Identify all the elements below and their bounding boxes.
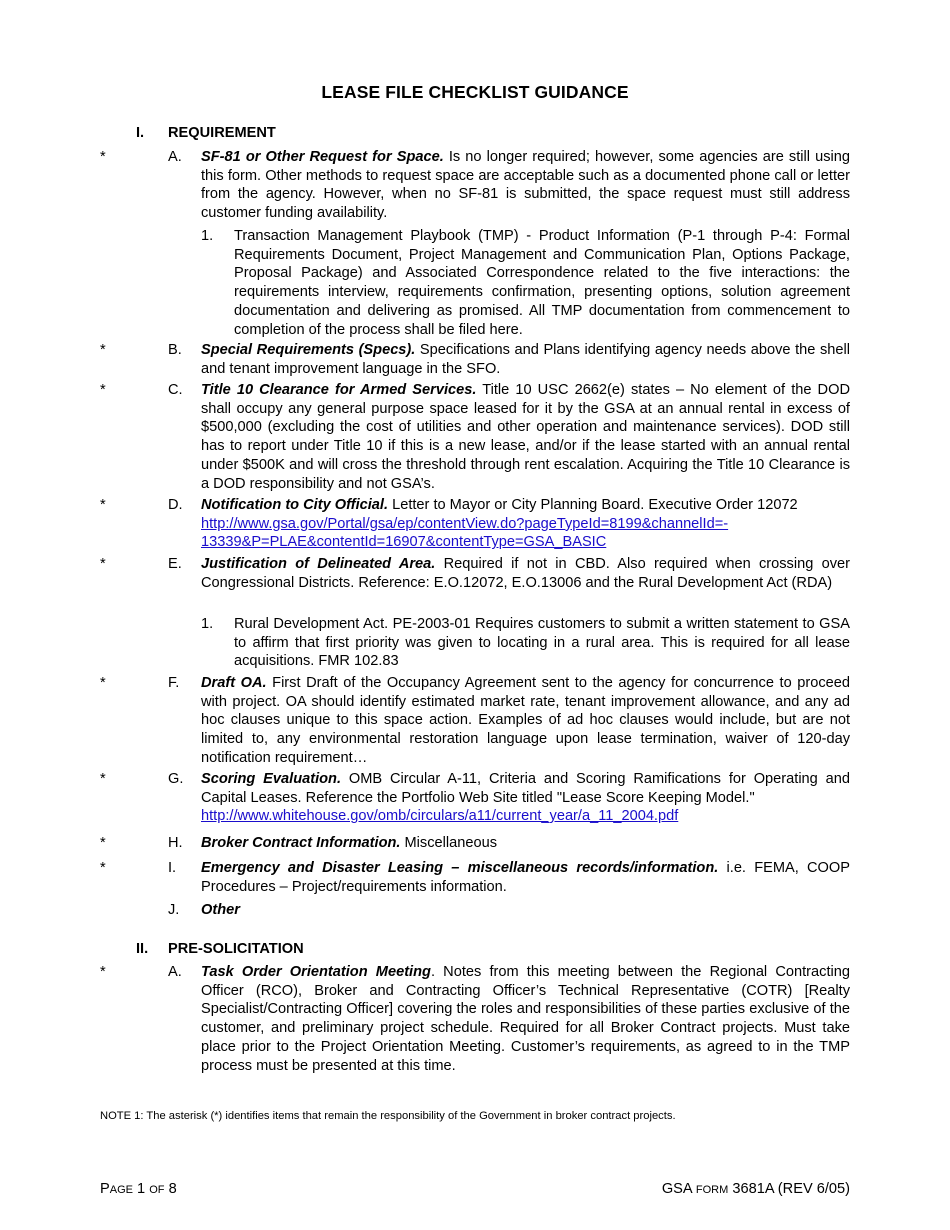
page-label-age: AGE	[109, 1184, 133, 1196]
subitem-e1-rural	[201, 615, 850, 671]
item-lead: SF-81 or Other Request for Space.	[201, 149, 444, 165]
item-lead: Title 10 Clearance for Armed Services.	[201, 382, 477, 398]
subitem-a1-tmp	[201, 227, 850, 339]
item-letter: A.	[168, 149, 182, 165]
subitem-text: Transaction Management Playbook (TMP) - Product Information (P-1 through P-4: Formal Requirements Document, Project Management and Communication Plan, Options Package, Proposal Package) and Associated Correspondence related to the five interactions: the requirements interview, requirements confirmation, presenting options, solution agreement documentation and delivering as promised. All TMP documentation from commencement to completion of the process shall be filed here.	[234, 228, 850, 338]
asterisk-marker: *	[100, 382, 106, 398]
item-f-draft-oa	[100, 674, 850, 768]
item-i-emergency	[100, 859, 850, 896]
asterisk-marker: *	[100, 556, 106, 572]
section-label: REQUIREMENT	[168, 125, 276, 141]
item-letter: C.	[168, 382, 183, 398]
asterisk-marker: *	[100, 497, 106, 513]
subitem-number: 1.	[201, 616, 214, 632]
page-title: LEASE FILE CHECKLIST GUIDANCE	[321, 82, 629, 102]
item-iia-task-order	[100, 963, 850, 1075]
asterisk-marker: *	[100, 771, 106, 787]
subitem-number: 1.	[201, 228, 214, 244]
item-text: First Draft of the Occupancy Agreement sent to the agency for concurrence to proceed with project. OA should identify estimated market rate, tenant improvement allowance, and any ad hoc clauses unique to this space action. Examples of ad hoc clauses would include, but are not limited to, any environmental restoration language upon lease termination, waiver of 120-day notification requirement…	[201, 675, 850, 766]
subitem-text: Rural Development Act. PE-2003-01 Requires customers to submit a written statement to GSA to affirm that first priority was given to locating in a rural area. This is required for all lease acquisitions. FMR 102.83	[234, 616, 850, 670]
section-number: I.	[136, 125, 145, 141]
item-text: Specifications and Plans identifying agency needs above the shell and tenant improvement language in the SFO.	[201, 342, 850, 377]
item-letter: A.	[168, 964, 182, 980]
footnote: NOTE 1: The asterisk (*) identifies items that remain the responsibility of the Government in broker contract projects.	[100, 1110, 676, 1122]
page-label-p: P	[100, 1181, 110, 1197]
item-letter: F.	[168, 675, 180, 691]
item-j-other	[100, 901, 850, 920]
item-lead: Emergency and Disaster Leasing – miscellaneous records/information.	[201, 860, 719, 876]
section-label: PRE-SOLICITATION	[168, 941, 304, 957]
item-letter: H.	[168, 835, 183, 851]
asterisk-marker: *	[100, 860, 106, 876]
gsa-link-line-2[interactable]: 13339&P=PLAE&contentId=16907&contentType=GSA_BASIC	[201, 534, 607, 551]
item-text: Title 10 USC 2662(e) states – No element of the DOD shall occupy any general purpose space leased for it by the GSA at an annual rental in excess of $500,000 (excluding the cost of utilities and other operation and maintenance services). DOD still has to report under Title 10 if this is a new lease, and/or if the lease started with an annual rental under $500K and will cross the threshold through rent escalation. Acquiring the Title 10 Clearance is a DOD responsibility and not GSA’s.	[201, 382, 850, 492]
section-pre-solicitation-heading	[136, 941, 304, 957]
form-word: FORM	[695, 1184, 729, 1196]
form-number	[662, 1181, 850, 1197]
item-lead: Notification to City Official.	[201, 497, 389, 513]
item-b-special-requirements	[100, 341, 850, 378]
item-e-delineated-area	[100, 555, 850, 592]
item-letter: E.	[168, 556, 182, 572]
item-text: i.e. FEMA, COOP Procedures – Project/requirements information.	[201, 860, 850, 895]
item-lead: Special Requirements (Specs).	[201, 342, 416, 358]
item-text: . Notes from this meeting between the Regional Contracting Officer (RCO), Broker and Contracting Officer’s Technical Representative (COTR) [Realty Specialist/Contracting Officer] covering the roles and responsibilities of these parties exclusive of the customer, and preliminary project schedule. Required for all Broker Contract projects. Must take place prior to the Project Orientation Meeting. Customer’s requirements, as agreed to in the TMP process must be presented at this time.	[201, 964, 850, 1074]
form-id: 3681A (REV 6/05)	[732, 1181, 850, 1197]
section-requirement-heading	[136, 125, 276, 141]
item-lead: Justification of Delineated Area.	[201, 556, 436, 572]
item-h-broker-contract	[100, 834, 850, 853]
item-letter: B.	[168, 342, 182, 358]
asterisk-marker: *	[100, 342, 106, 358]
item-lead: Other	[201, 902, 240, 918]
item-text: Letter to Mayor or City Planning Board. Executive Order 12072	[388, 497, 798, 513]
item-letter: D.	[168, 497, 183, 513]
item-d-notification	[100, 496, 850, 552]
asterisk-marker: *	[100, 149, 106, 165]
asterisk-marker: *	[100, 835, 106, 851]
omb-link[interactable]: http://www.whitehouse.gov/omb/circulars/a11/current_year/a_11_2004.pdf	[201, 808, 679, 825]
gsa-link-line-1[interactable]: http://www.gsa.gov/Portal/gsa/ep/contentView.do?pageTypeId=8199&channelId=-	[201, 515, 729, 532]
item-lead: Scoring Evaluation.	[201, 771, 342, 787]
item-letter: J.	[168, 902, 180, 918]
page-number	[100, 1181, 177, 1197]
asterisk-marker: *	[100, 964, 106, 980]
form-agency: GSA	[661, 1181, 692, 1197]
item-c-title-10	[100, 381, 850, 493]
item-g-scoring	[100, 770, 850, 826]
item-lead: Broker Contract Information.	[201, 835, 401, 851]
item-text: Miscellaneous	[400, 835, 497, 851]
item-lead: Task Order Orientation Meeting	[201, 964, 431, 980]
item-text: OMB Circular A-11, Criteria and Scoring Ramifications for Operating and Capital Leases. Reference the Portfolio Web Site titled "Lease Score Keeping Model."	[201, 771, 850, 806]
page-of: OF	[149, 1184, 165, 1196]
section-number: II.	[136, 941, 149, 957]
item-lead: Draft OA.	[201, 675, 267, 691]
item-text: Is no longer required; however, some agencies are still using this form. Other methods to request space are acceptable such as a documented phone call or letter from the agency. However, when no SF-81 is submitted, the space request must still address customer funding availability.	[201, 149, 850, 222]
page-current: 1	[137, 1181, 146, 1197]
asterisk-marker: *	[100, 675, 106, 691]
item-letter: I.	[168, 860, 177, 876]
item-letter: G.	[168, 771, 184, 787]
item-text: Required if not in CBD. Also required when crossing over Congressional Districts. Reference: E.O.12072, E.O.13006 and the Rural Development Act (RDA)	[201, 556, 850, 591]
item-a-sf81	[100, 148, 850, 223]
page-total: 8	[168, 1181, 177, 1197]
